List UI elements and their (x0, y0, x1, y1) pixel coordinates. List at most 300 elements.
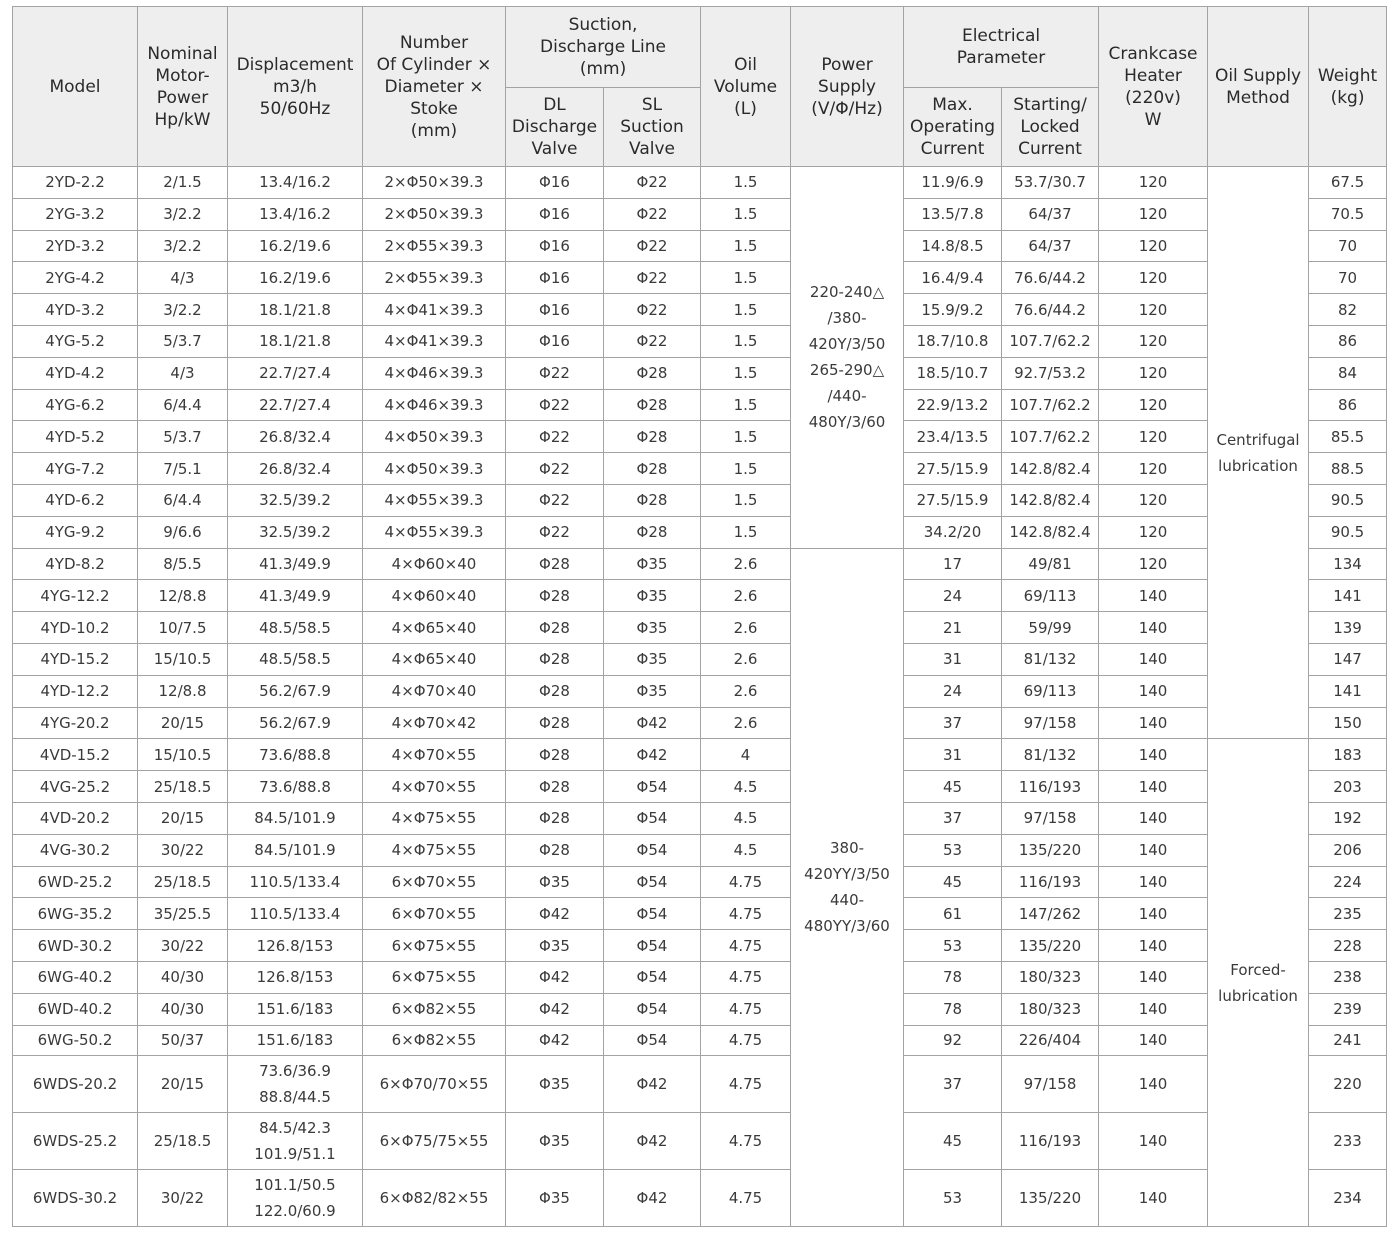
cell-power: 3/2.2 (138, 294, 228, 326)
table-row (13, 1169, 1387, 1226)
cell-power: 40/30 (138, 961, 228, 993)
cell-starting-current: 135/220 (1002, 930, 1099, 962)
cell-model: 2YG-4.2 (13, 262, 138, 294)
table-row (13, 484, 1387, 516)
cell-sl-valve: Φ42 (604, 739, 701, 771)
cell-power: 20/15 (138, 707, 228, 739)
cell-starting-current: 180/323 (1002, 961, 1099, 993)
cell-starting-current: 76.6/44.2 (1002, 294, 1099, 326)
cell-dl-valve: Φ28 (506, 802, 604, 834)
cell-power: 9/6.6 (138, 516, 228, 548)
cell-starting-current: 81/132 (1002, 739, 1099, 771)
cell-weight: 238 (1309, 961, 1387, 993)
cell-oil-volume: 2.6 (701, 612, 791, 644)
cell-heater: 140 (1099, 580, 1208, 612)
cell-model: 4YD-3.2 (13, 294, 138, 326)
cell-dl-valve: Φ35 (506, 1169, 604, 1226)
cell-power: 5/3.7 (138, 325, 228, 357)
header-oil-volume: Oil Volume (L) (701, 7, 791, 167)
header-cylinder: Number Of Cylinder × Diameter × Stoke (mm) (363, 7, 506, 167)
cell-displacement: 16.2/19.6 (228, 230, 363, 262)
cell-sl-valve: Φ22 (604, 167, 701, 199)
table-row (13, 771, 1387, 803)
cell-oil-volume: 1.5 (701, 453, 791, 485)
header-crankcase-heater: Crankcase Heater (220v) W (1099, 7, 1208, 167)
cell-cylinder: 6×Φ70×55 (363, 898, 506, 930)
cell-model: 6WDS-30.2 (13, 1169, 138, 1226)
table-row (13, 548, 1387, 580)
cell-weight: 86 (1309, 389, 1387, 421)
table-row (13, 294, 1387, 326)
cell-heater: 120 (1099, 389, 1208, 421)
cell-starting-current: 142.8/82.4 (1002, 516, 1099, 548)
cell-weight: 224 (1309, 866, 1387, 898)
cell-displacement: 26.8/32.4 (228, 421, 363, 453)
cell-heater: 120 (1099, 198, 1208, 230)
cell-starting-current: 226/404 (1002, 1025, 1099, 1055)
cell-dl-valve: Φ16 (506, 294, 604, 326)
cell-cylinder: 4×Φ75×55 (363, 802, 506, 834)
table-row (13, 643, 1387, 675)
table-row (13, 453, 1387, 485)
cell-model: 6WD-40.2 (13, 993, 138, 1025)
cell-weight: 228 (1309, 930, 1387, 962)
cell-starting-current: 147/262 (1002, 898, 1099, 930)
cell-max-current: 53 (904, 834, 1002, 866)
cell-displacement: 73.6/88.8 (228, 739, 363, 771)
cell-cylinder: 4×Φ46×39.3 (363, 389, 506, 421)
cell-starting-current: 97/158 (1002, 707, 1099, 739)
cell-starting-current: 116/193 (1002, 771, 1099, 803)
cell-model: 2YD-2.2 (13, 167, 138, 199)
cell-sl-valve: Φ54 (604, 802, 701, 834)
cell-heater: 140 (1099, 898, 1208, 930)
cell-model: 2YD-3.2 (13, 230, 138, 262)
cell-cylinder: 6×Φ75×55 (363, 961, 506, 993)
cell-weight: 134 (1309, 548, 1387, 580)
cell-heater: 120 (1099, 421, 1208, 453)
header-model: Model (13, 7, 138, 167)
cell-cylinder: 4×Φ70×55 (363, 739, 506, 771)
cell-sl-valve: Φ54 (604, 993, 701, 1025)
cell-heater: 140 (1099, 612, 1208, 644)
cell-dl-valve: Φ28 (506, 675, 604, 707)
cell-displacement: 56.2/67.9 (228, 675, 363, 707)
cell-starting-current: 107.7/62.2 (1002, 421, 1099, 453)
cell-displacement: 126.8/153 (228, 961, 363, 993)
cell-model: 6WDS-20.2 (13, 1055, 138, 1112)
cell-weight: 86 (1309, 325, 1387, 357)
cell-cylinder: 2×Φ55×39.3 (363, 230, 506, 262)
table-header (13, 7, 1387, 167)
cell-oil-volume: 4.75 (701, 930, 791, 962)
cell-cylinder: 4×Φ41×39.3 (363, 325, 506, 357)
cell-weight: 88.5 (1309, 453, 1387, 485)
cell-model: 6WG-50.2 (13, 1025, 138, 1055)
cell-displacement: 110.5/133.4 (228, 898, 363, 930)
cell-max-current: 18.5/10.7 (904, 357, 1002, 389)
cell-power: 2/1.5 (138, 167, 228, 199)
cell-weight: 206 (1309, 834, 1387, 866)
cell-oil-volume: 4.75 (701, 898, 791, 930)
cell-starting-current: 180/323 (1002, 993, 1099, 1025)
cell-power: 12/8.8 (138, 580, 228, 612)
cell-dl-valve: Φ22 (506, 357, 604, 389)
cell-starting-current: 49/81 (1002, 548, 1099, 580)
cell-max-current: 24 (904, 675, 1002, 707)
table-row (13, 167, 1387, 199)
cell-cylinder: 2×Φ50×39.3 (363, 167, 506, 199)
cell-oil-volume: 1.5 (701, 484, 791, 516)
cell-power: 3/2.2 (138, 198, 228, 230)
cell-model: 6WG-40.2 (13, 961, 138, 993)
cell-weight: 147 (1309, 643, 1387, 675)
table-row (13, 834, 1387, 866)
cell-power-supply: 220-240△ /380- 420Y/3/50 265-290△ /440- 480Y/3/60 (791, 167, 904, 549)
cell-dl-valve: Φ16 (506, 325, 604, 357)
cell-cylinder: 4×Φ50×39.3 (363, 453, 506, 485)
cell-max-current: 37 (904, 1055, 1002, 1112)
cell-cylinder: 4×Φ70×40 (363, 675, 506, 707)
cell-heater: 120 (1099, 357, 1208, 389)
cell-dl-valve: Φ35 (506, 1112, 604, 1169)
cell-oil-volume: 4.75 (701, 1169, 791, 1226)
header-starting-current: Starting/ Locked Current (1002, 88, 1099, 167)
cell-power: 7/5.1 (138, 453, 228, 485)
cell-heater: 140 (1099, 643, 1208, 675)
cell-model: 4YG-6.2 (13, 389, 138, 421)
cell-heater: 120 (1099, 516, 1208, 548)
cell-oil-volume: 1.5 (701, 516, 791, 548)
table-row (13, 1055, 1387, 1112)
cell-weight: 234 (1309, 1169, 1387, 1226)
cell-model: 2YG-3.2 (13, 198, 138, 230)
table-row (13, 898, 1387, 930)
cell-displacement: 41.3/49.9 (228, 580, 363, 612)
cell-oil-volume: 4.75 (701, 961, 791, 993)
cell-model: 6WD-25.2 (13, 866, 138, 898)
cell-dl-valve: Φ28 (506, 612, 604, 644)
cell-power-supply: 380- 420YY/3/50 440- 480YY/3/60 (791, 548, 904, 1226)
cell-max-current: 21 (904, 612, 1002, 644)
cell-model: 4VD-15.2 (13, 739, 138, 771)
cell-oil-volume: 4.75 (701, 1112, 791, 1169)
cell-dl-valve: Φ16 (506, 230, 604, 262)
cell-dl-valve: Φ35 (506, 930, 604, 962)
cell-starting-current: 76.6/44.2 (1002, 262, 1099, 294)
cell-max-current: 18.7/10.8 (904, 325, 1002, 357)
cell-heater: 140 (1099, 961, 1208, 993)
cell-max-current: 22.9/13.2 (904, 389, 1002, 421)
cell-displacement: 22.7/27.4 (228, 389, 363, 421)
cell-oil-volume: 2.6 (701, 675, 791, 707)
cell-starting-current: 97/158 (1002, 802, 1099, 834)
cell-starting-current: 142.8/82.4 (1002, 453, 1099, 485)
cell-oil-volume: 1.5 (701, 294, 791, 326)
cell-dl-valve: Φ35 (506, 1055, 604, 1112)
cell-heater: 120 (1099, 325, 1208, 357)
cell-cylinder: 6×Φ70/70×55 (363, 1055, 506, 1112)
cell-sl-valve: Φ42 (604, 1055, 701, 1112)
table-row (13, 1025, 1387, 1055)
cell-oil-volume: 1.5 (701, 421, 791, 453)
cell-cylinder: 6×Φ82/82×55 (363, 1169, 506, 1226)
cell-oil-volume: 2.6 (701, 707, 791, 739)
cell-weight: 233 (1309, 1112, 1387, 1169)
cell-sl-valve: Φ28 (604, 484, 701, 516)
cell-heater: 120 (1099, 548, 1208, 580)
cell-dl-valve: Φ16 (506, 167, 604, 199)
table-row (13, 262, 1387, 294)
cell-cylinder: 4×Φ41×39.3 (363, 294, 506, 326)
cell-sl-valve: Φ28 (604, 421, 701, 453)
cell-starting-current: 135/220 (1002, 834, 1099, 866)
cell-cylinder: 4×Φ65×40 (363, 612, 506, 644)
cell-displacement: 32.5/39.2 (228, 484, 363, 516)
cell-oil-volume: 4.75 (701, 993, 791, 1025)
cell-dl-valve: Φ28 (506, 739, 604, 771)
cell-sl-valve: Φ28 (604, 516, 701, 548)
cell-dl-valve: Φ22 (506, 421, 604, 453)
cell-power: 4/3 (138, 357, 228, 389)
cell-starting-current: 69/113 (1002, 580, 1099, 612)
table-row (13, 198, 1387, 230)
cell-dl-valve: Φ16 (506, 262, 604, 294)
cell-max-current: 78 (904, 961, 1002, 993)
cell-weight: 235 (1309, 898, 1387, 930)
cell-starting-current: 97/158 (1002, 1055, 1099, 1112)
table-row (13, 516, 1387, 548)
cell-max-current: 53 (904, 1169, 1002, 1226)
table-row (13, 325, 1387, 357)
table-row (13, 802, 1387, 834)
cell-model: 4YD-10.2 (13, 612, 138, 644)
cell-displacement: 26.8/32.4 (228, 453, 363, 485)
cell-dl-valve: Φ22 (506, 484, 604, 516)
cell-power: 20/15 (138, 1055, 228, 1112)
cell-model: 4YD-8.2 (13, 548, 138, 580)
cell-sl-valve: Φ28 (604, 389, 701, 421)
cell-cylinder: 6×Φ82×55 (363, 1025, 506, 1055)
cell-sl-valve: Φ54 (604, 771, 701, 803)
cell-weight: 141 (1309, 580, 1387, 612)
cell-model: 6WG-35.2 (13, 898, 138, 930)
cell-model: 4YG-5.2 (13, 325, 138, 357)
cell-power: 50/37 (138, 1025, 228, 1055)
cell-cylinder: 2×Φ55×39.3 (363, 262, 506, 294)
cell-oil-supply-method: Centrifugal lubrication (1208, 167, 1309, 739)
cell-heater: 140 (1099, 1169, 1208, 1226)
cell-oil-volume: 4 (701, 739, 791, 771)
cell-weight: 70 (1309, 262, 1387, 294)
table-row (13, 357, 1387, 389)
cell-max-current: 61 (904, 898, 1002, 930)
cell-max-current: 27.5/15.9 (904, 484, 1002, 516)
cell-weight: 192 (1309, 802, 1387, 834)
table-row (13, 580, 1387, 612)
cell-power: 40/30 (138, 993, 228, 1025)
cell-dl-valve: Φ42 (506, 993, 604, 1025)
cell-sl-valve: Φ42 (604, 707, 701, 739)
cell-cylinder: 4×Φ70×42 (363, 707, 506, 739)
cell-heater: 120 (1099, 453, 1208, 485)
cell-dl-valve: Φ42 (506, 1025, 604, 1055)
cell-starting-current: 116/193 (1002, 866, 1099, 898)
cell-cylinder: 4×Φ55×39.3 (363, 484, 506, 516)
cell-displacement: 84.5/101.9 (228, 834, 363, 866)
cell-sl-valve: Φ22 (604, 325, 701, 357)
cell-model: 4YD-5.2 (13, 421, 138, 453)
cell-oil-volume: 4.75 (701, 866, 791, 898)
cell-heater: 120 (1099, 262, 1208, 294)
header-weight: Weight (kg) (1309, 7, 1387, 167)
cell-sl-valve: Φ22 (604, 198, 701, 230)
table-row (13, 707, 1387, 739)
cell-heater: 120 (1099, 294, 1208, 326)
cell-max-current: 53 (904, 930, 1002, 962)
cell-displacement: 84.5/101.9 (228, 802, 363, 834)
cell-max-current: 24 (904, 580, 1002, 612)
cell-displacement: 56.2/67.9 (228, 707, 363, 739)
cell-dl-valve: Φ22 (506, 389, 604, 421)
cell-max-current: 78 (904, 993, 1002, 1025)
cell-displacement: 151.6/183 (228, 993, 363, 1025)
cell-power: 25/18.5 (138, 866, 228, 898)
cell-model: 4YG-20.2 (13, 707, 138, 739)
table-row (13, 993, 1387, 1025)
header-power-supply: Power Supply (V/Φ/Hz) (791, 7, 904, 167)
cell-power: 10/7.5 (138, 612, 228, 644)
cell-oil-volume: 2.6 (701, 548, 791, 580)
cell-sl-valve: Φ28 (604, 357, 701, 389)
table-row (13, 675, 1387, 707)
cell-weight: 139 (1309, 612, 1387, 644)
cell-displacement: 101.1/50.5 122.0/60.9 (228, 1169, 363, 1226)
cell-sl-valve: Φ35 (604, 675, 701, 707)
cell-cylinder: 6×Φ70×55 (363, 866, 506, 898)
cell-cylinder: 6×Φ82×55 (363, 993, 506, 1025)
cell-dl-valve: Φ22 (506, 453, 604, 485)
table-row (13, 1112, 1387, 1169)
cell-power: 6/4.4 (138, 389, 228, 421)
cell-power: 20/15 (138, 802, 228, 834)
header-max-current: Max. Operating Current (904, 88, 1002, 167)
cell-dl-valve: Φ28 (506, 771, 604, 803)
cell-displacement: 22.7/27.4 (228, 357, 363, 389)
cell-cylinder: 6×Φ75/75×55 (363, 1112, 506, 1169)
cell-heater: 140 (1099, 834, 1208, 866)
cell-power: 3/2.2 (138, 230, 228, 262)
cell-power: 8/5.5 (138, 548, 228, 580)
cell-weight: 84 (1309, 357, 1387, 389)
cell-displacement: 73.6/36.9 88.8/44.5 (228, 1055, 363, 1112)
cell-model: 4YG-12.2 (13, 580, 138, 612)
cell-displacement: 41.3/49.9 (228, 548, 363, 580)
table-row (13, 230, 1387, 262)
cell-model: 4YG-7.2 (13, 453, 138, 485)
cell-oil-volume: 2.6 (701, 643, 791, 675)
cell-weight: 90.5 (1309, 516, 1387, 548)
cell-model: 4YG-9.2 (13, 516, 138, 548)
table-row (13, 930, 1387, 962)
cell-displacement: 32.5/39.2 (228, 516, 363, 548)
cell-max-current: 11.9/6.9 (904, 167, 1002, 199)
cell-weight: 203 (1309, 771, 1387, 803)
cell-oil-volume: 4.5 (701, 834, 791, 866)
header-power: Nominal Motor- Power Hp/kW (138, 7, 228, 167)
cell-power: 5/3.7 (138, 421, 228, 453)
cell-oil-volume: 1.5 (701, 167, 791, 199)
cell-displacement: 13.4/16.2 (228, 198, 363, 230)
cell-weight: 70 (1309, 230, 1387, 262)
cell-model: 4VG-30.2 (13, 834, 138, 866)
cell-dl-valve: Φ22 (506, 516, 604, 548)
cell-weight: 67.5 (1309, 167, 1387, 199)
cell-sl-valve: Φ42 (604, 1169, 701, 1226)
cell-max-current: 37 (904, 802, 1002, 834)
cell-weight: 239 (1309, 993, 1387, 1025)
table-body (13, 167, 1387, 1227)
cell-sl-valve: Φ22 (604, 294, 701, 326)
cell-max-current: 34.2/20 (904, 516, 1002, 548)
cell-weight: 82 (1309, 294, 1387, 326)
cell-power: 12/8.8 (138, 675, 228, 707)
cell-weight: 183 (1309, 739, 1387, 771)
cell-max-current: 23.4/13.5 (904, 421, 1002, 453)
cell-weight: 90.5 (1309, 484, 1387, 516)
cell-power: 25/18.5 (138, 771, 228, 803)
table-row (13, 612, 1387, 644)
cell-oil-volume: 1.5 (701, 325, 791, 357)
cell-model: 4YD-15.2 (13, 643, 138, 675)
header-suction-discharge: Suction, Discharge Line (mm) (506, 7, 701, 88)
cell-sl-valve: Φ35 (604, 612, 701, 644)
cell-cylinder: 4×Φ50×39.3 (363, 421, 506, 453)
table-row (13, 866, 1387, 898)
cell-displacement: 16.2/19.6 (228, 262, 363, 294)
cell-displacement: 18.1/21.8 (228, 325, 363, 357)
cell-model: 6WD-30.2 (13, 930, 138, 962)
cell-weight: 70.5 (1309, 198, 1387, 230)
cell-sl-valve: Φ54 (604, 961, 701, 993)
cell-heater: 120 (1099, 484, 1208, 516)
cell-weight: 241 (1309, 1025, 1387, 1055)
cell-max-current: 14.8/8.5 (904, 230, 1002, 262)
cell-sl-valve: Φ35 (604, 643, 701, 675)
cell-power: 4/3 (138, 262, 228, 294)
cell-heater: 140 (1099, 707, 1208, 739)
cell-oil-volume: 1.5 (701, 389, 791, 421)
cell-max-current: 16.4/9.4 (904, 262, 1002, 294)
cell-dl-valve: Φ28 (506, 643, 604, 675)
cell-starting-current: 59/99 (1002, 612, 1099, 644)
cell-dl-valve: Φ16 (506, 198, 604, 230)
cell-max-current: 17 (904, 548, 1002, 580)
cell-power: 30/22 (138, 930, 228, 962)
cell-max-current: 92 (904, 1025, 1002, 1055)
cell-sl-valve: Φ54 (604, 930, 701, 962)
cell-heater: 140 (1099, 675, 1208, 707)
cell-weight: 150 (1309, 707, 1387, 739)
cell-power: 15/10.5 (138, 739, 228, 771)
table-row (13, 389, 1387, 421)
cell-starting-current: 53.7/30.7 (1002, 167, 1099, 199)
cell-cylinder: 6×Φ75×55 (363, 930, 506, 962)
cell-starting-current: 142.8/82.4 (1002, 484, 1099, 516)
cell-oil-volume: 4.5 (701, 802, 791, 834)
cell-model: 6WDS-25.2 (13, 1112, 138, 1169)
cell-model: 4YD-12.2 (13, 675, 138, 707)
